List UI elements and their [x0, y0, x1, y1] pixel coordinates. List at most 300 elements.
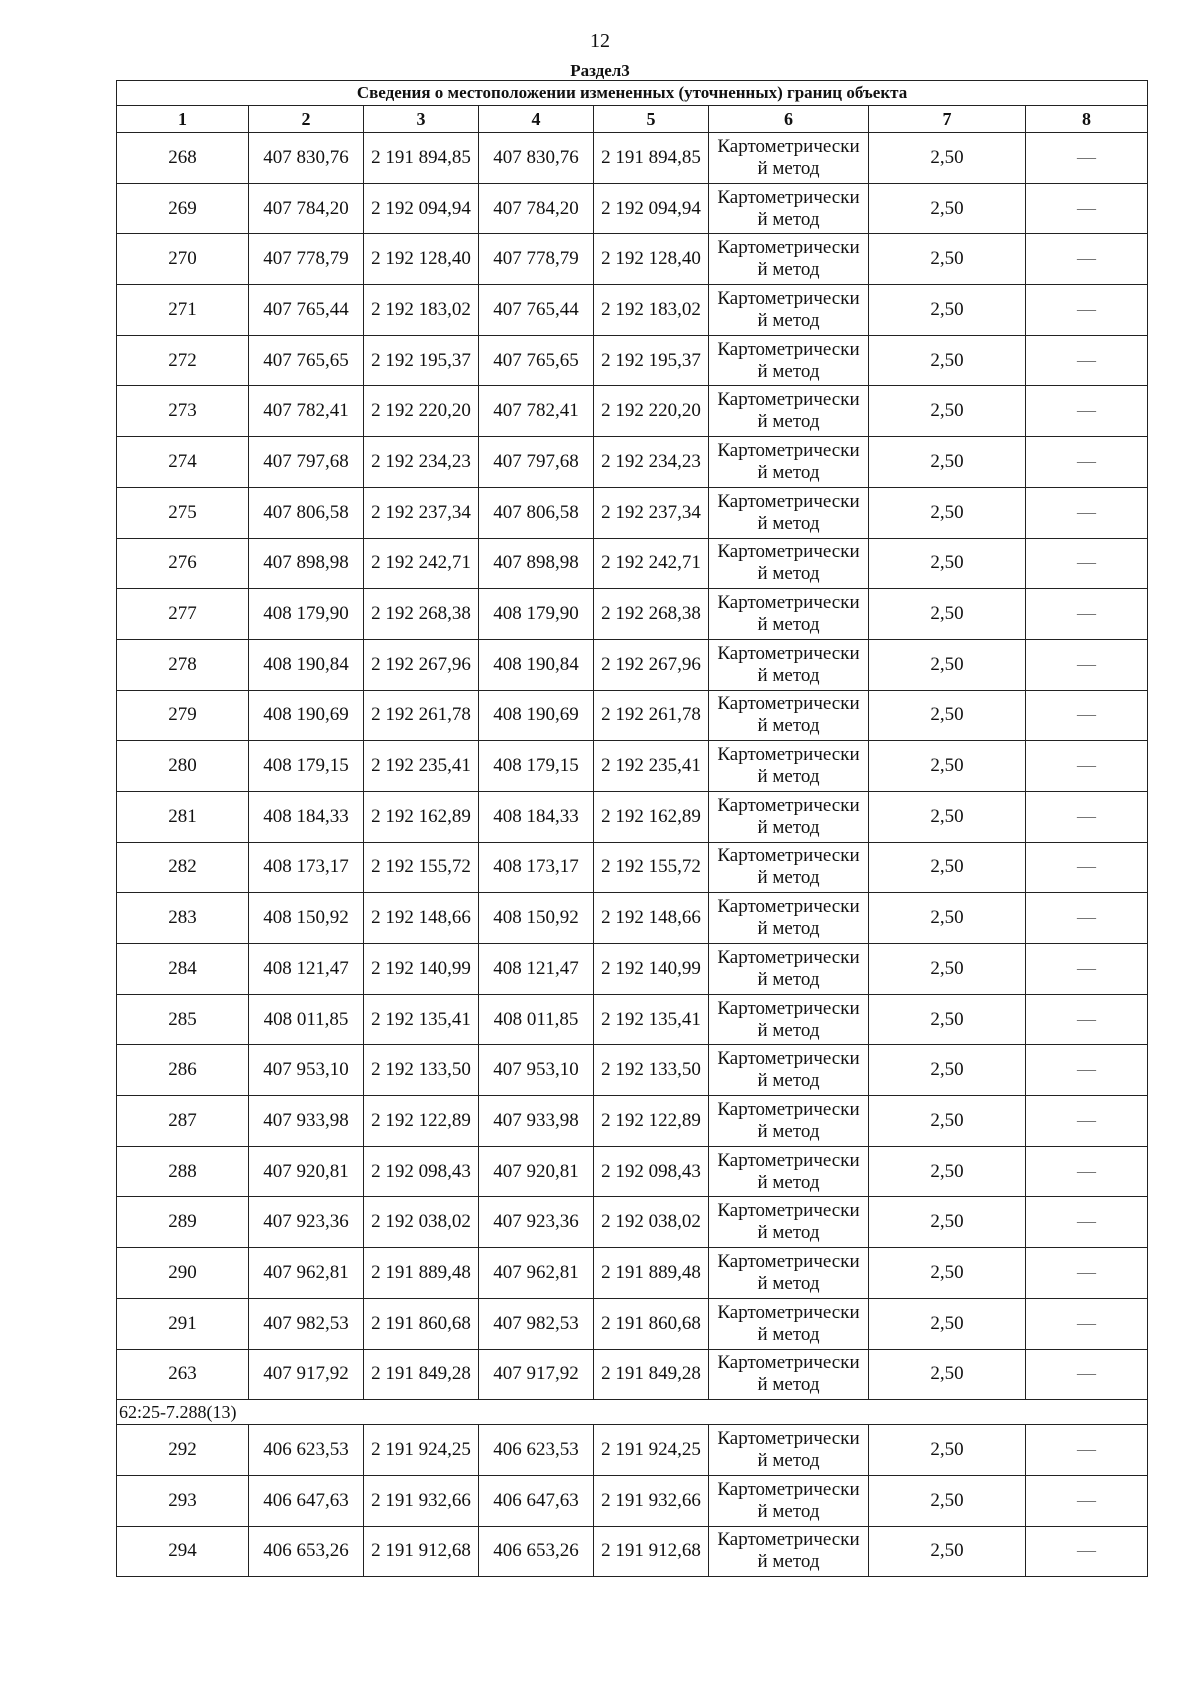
method-line: Картометрически — [717, 439, 860, 461]
table-row — [117, 1197, 1148, 1248]
x-refined-cell: 406 647,63 — [479, 1475, 594, 1526]
point-number-cell: 285 — [117, 994, 249, 1045]
y-existing-cell: 2 192 098,43 — [364, 1146, 479, 1197]
method-line: й метод — [757, 1500, 820, 1522]
x-refined-cell: 407 830,76 — [479, 133, 594, 184]
accuracy-cell: 2,50 — [869, 589, 1026, 640]
table-row — [117, 133, 1148, 184]
table-row — [117, 690, 1148, 741]
method-line: й метод — [757, 208, 820, 230]
x-existing-cell: 407 898,98 — [249, 538, 364, 589]
y-existing-cell: 2 192 094,94 — [364, 183, 479, 234]
accuracy-cell: 2,50 — [869, 1298, 1026, 1349]
column-number: 8 — [1026, 106, 1148, 133]
x-refined-cell: 408 173,17 — [479, 842, 594, 893]
accuracy-cell: 2,50 — [869, 1045, 1026, 1096]
point-number-cell: 279 — [117, 690, 249, 741]
y-refined-cell: 2 191 912,68 — [594, 1526, 709, 1577]
y-existing-cell: 2 192 183,02 — [364, 285, 479, 336]
x-existing-cell: 407 917,92 — [249, 1349, 364, 1400]
method-line: й метод — [757, 1450, 820, 1472]
x-existing-cell: 407 830,76 — [249, 133, 364, 184]
y-refined-cell: 2 192 234,23 — [594, 437, 709, 488]
accuracy-cell: 2,50 — [869, 1248, 1026, 1299]
table-row — [117, 944, 1148, 995]
accuracy-cell: 2,50 — [869, 944, 1026, 995]
method-line: Картометрически — [717, 1250, 860, 1272]
x-refined-cell: 407 765,65 — [479, 335, 594, 386]
method-line: Картометрически — [717, 744, 860, 766]
point-number-cell: 270 — [117, 234, 249, 285]
x-existing-cell: 407 962,81 — [249, 1248, 364, 1299]
y-existing-cell: 2 192 261,78 — [364, 690, 479, 741]
y-existing-cell: 2 192 235,41 — [364, 741, 479, 792]
method-cell — [709, 234, 869, 285]
description-cell: — — [1026, 386, 1148, 437]
accuracy-cell: 2,50 — [869, 487, 1026, 538]
y-refined-cell: 2 192 038,02 — [594, 1197, 709, 1248]
description-cell: — — [1026, 538, 1148, 589]
point-number-cell: 286 — [117, 1045, 249, 1096]
x-refined-cell: 408 179,15 — [479, 741, 594, 792]
y-existing-cell: 2 192 148,66 — [364, 893, 479, 944]
x-existing-cell: 408 190,84 — [249, 639, 364, 690]
method-line: й метод — [757, 664, 820, 686]
x-existing-cell: 407 797,68 — [249, 437, 364, 488]
method-line: й метод — [757, 1272, 820, 1294]
point-number-cell: 289 — [117, 1197, 249, 1248]
method-line: Картометрически — [717, 1149, 860, 1171]
x-existing-cell: 408 150,92 — [249, 893, 364, 944]
method-cell — [709, 1248, 869, 1299]
y-refined-cell: 2 192 268,38 — [594, 589, 709, 640]
x-refined-cell: 407 898,98 — [479, 538, 594, 589]
point-number-cell: 272 — [117, 335, 249, 386]
table-row — [117, 1526, 1148, 1577]
table-row — [117, 234, 1148, 285]
description-cell: — — [1026, 994, 1148, 1045]
method-cell — [709, 639, 869, 690]
x-refined-cell: 407 784,20 — [479, 183, 594, 234]
method-line: Картометрически — [717, 541, 860, 563]
method-cell — [709, 437, 869, 488]
description-cell: — — [1026, 335, 1148, 386]
y-existing-cell: 2 192 268,38 — [364, 589, 479, 640]
y-refined-cell: 2 192 128,40 — [594, 234, 709, 285]
y-existing-cell: 2 192 155,72 — [364, 842, 479, 893]
accuracy-cell: 2,50 — [869, 1197, 1026, 1248]
x-existing-cell: 408 121,47 — [249, 944, 364, 995]
method-line: й метод — [757, 1070, 820, 1092]
x-existing-cell: 408 179,15 — [249, 741, 364, 792]
description-cell: — — [1026, 1298, 1148, 1349]
description-cell: — — [1026, 1425, 1148, 1476]
description-cell: — — [1026, 1045, 1148, 1096]
point-number-cell: 276 — [117, 538, 249, 589]
y-existing-cell: 2 191 924,25 — [364, 1425, 479, 1476]
method-cell — [709, 791, 869, 842]
group-label: 62:25-7.288(13) — [117, 1400, 1148, 1425]
x-refined-cell: 408 179,90 — [479, 589, 594, 640]
description-cell: — — [1026, 589, 1148, 640]
accuracy-cell: 2,50 — [869, 1349, 1026, 1400]
x-existing-cell: 408 179,90 — [249, 589, 364, 640]
point-number-cell: 288 — [117, 1146, 249, 1197]
y-refined-cell: 2 191 924,25 — [594, 1425, 709, 1476]
method-line: Картометрически — [717, 997, 860, 1019]
method-line: Картометрически — [717, 1048, 860, 1070]
x-refined-cell: 407 917,92 — [479, 1349, 594, 1400]
y-existing-cell: 2 192 234,23 — [364, 437, 479, 488]
accuracy-cell: 2,50 — [869, 133, 1026, 184]
table-row — [117, 1096, 1148, 1147]
x-existing-cell: 407 953,10 — [249, 1045, 364, 1096]
method-line: й метод — [757, 1323, 820, 1345]
y-refined-cell: 2 191 849,28 — [594, 1349, 709, 1400]
accuracy-cell: 2,50 — [869, 893, 1026, 944]
point-number-cell: 269 — [117, 183, 249, 234]
x-refined-cell: 407 962,81 — [479, 1248, 594, 1299]
x-existing-cell: 407 923,36 — [249, 1197, 364, 1248]
description-cell: — — [1026, 183, 1148, 234]
accuracy-cell: 2,50 — [869, 1425, 1026, 1476]
column-number: 6 — [709, 106, 869, 133]
description-cell: — — [1026, 639, 1148, 690]
x-refined-cell: 407 920,81 — [479, 1146, 594, 1197]
x-existing-cell: 407 765,65 — [249, 335, 364, 386]
description-cell: — — [1026, 842, 1148, 893]
method-line: й метод — [757, 1120, 820, 1142]
y-refined-cell: 2 192 122,89 — [594, 1096, 709, 1147]
method-line: й метод — [757, 715, 820, 737]
column-number: 4 — [479, 106, 594, 133]
page-number: 12 — [590, 30, 610, 52]
method-cell — [709, 944, 869, 995]
description-cell: — — [1026, 437, 1148, 488]
method-cell — [709, 1425, 869, 1476]
method-cell — [709, 1197, 869, 1248]
point-number-cell: 281 — [117, 791, 249, 842]
x-refined-cell: 407 953,10 — [479, 1045, 594, 1096]
point-number-cell: 271 — [117, 285, 249, 336]
point-number-cell: 284 — [117, 944, 249, 995]
column-number: 2 — [249, 106, 364, 133]
accuracy-cell: 2,50 — [869, 994, 1026, 1045]
accuracy-cell: 2,50 — [869, 639, 1026, 690]
x-refined-cell: 407 806,58 — [479, 487, 594, 538]
x-existing-cell: 406 623,53 — [249, 1425, 364, 1476]
description-cell: — — [1026, 791, 1148, 842]
description-cell: — — [1026, 234, 1148, 285]
x-refined-cell: 408 190,84 — [479, 639, 594, 690]
y-refined-cell: 2 192 098,43 — [594, 1146, 709, 1197]
description-cell: — — [1026, 944, 1148, 995]
section-title: Раздел3 — [570, 61, 630, 80]
accuracy-cell: 2,50 — [869, 791, 1026, 842]
table-row — [117, 285, 1148, 336]
method-cell — [709, 538, 869, 589]
table-row — [117, 1146, 1148, 1197]
x-existing-cell: 408 011,85 — [249, 994, 364, 1045]
accuracy-cell: 2,50 — [869, 1526, 1026, 1577]
method-cell — [709, 133, 869, 184]
table-row — [117, 386, 1148, 437]
point-number-cell: 280 — [117, 741, 249, 792]
y-existing-cell: 2 192 267,96 — [364, 639, 479, 690]
table-row — [117, 842, 1148, 893]
x-existing-cell: 406 647,63 — [249, 1475, 364, 1526]
table-row — [117, 1248, 1148, 1299]
x-existing-cell: 407 765,44 — [249, 285, 364, 336]
method-line: й метод — [757, 918, 820, 940]
method-cell — [709, 1096, 869, 1147]
x-existing-cell: 407 778,79 — [249, 234, 364, 285]
method-line: Картометрически — [717, 490, 860, 512]
method-line: Картометрически — [717, 338, 860, 360]
y-existing-cell: 2 192 237,34 — [364, 487, 479, 538]
y-existing-cell: 2 192 195,37 — [364, 335, 479, 386]
table-row — [117, 791, 1148, 842]
x-refined-cell: 408 150,92 — [479, 893, 594, 944]
method-line: Картометрически — [717, 1200, 860, 1222]
x-refined-cell: 407 782,41 — [479, 386, 594, 437]
y-existing-cell: 2 191 894,85 — [364, 133, 479, 184]
method-line: й метод — [757, 968, 820, 990]
y-refined-cell: 2 192 148,66 — [594, 893, 709, 944]
coordinates-table — [116, 80, 1148, 1577]
table-body — [117, 133, 1148, 1577]
method-cell — [709, 386, 869, 437]
point-number-cell: 277 — [117, 589, 249, 640]
x-refined-cell: 407 778,79 — [479, 234, 594, 285]
x-refined-cell: 407 797,68 — [479, 437, 594, 488]
table-row — [117, 1298, 1148, 1349]
accuracy-cell: 2,50 — [869, 285, 1026, 336]
x-refined-cell: 408 011,85 — [479, 994, 594, 1045]
method-cell — [709, 893, 869, 944]
y-refined-cell: 2 192 140,99 — [594, 944, 709, 995]
description-cell: — — [1026, 690, 1148, 741]
x-refined-cell: 408 184,33 — [479, 791, 594, 842]
point-number-cell: 294 — [117, 1526, 249, 1577]
point-number-cell: 292 — [117, 1425, 249, 1476]
accuracy-cell: 2,50 — [869, 842, 1026, 893]
method-line: й метод — [757, 563, 820, 585]
description-cell: — — [1026, 487, 1148, 538]
y-refined-cell: 2 191 894,85 — [594, 133, 709, 184]
accuracy-cell: 2,50 — [869, 234, 1026, 285]
y-refined-cell: 2 191 860,68 — [594, 1298, 709, 1349]
y-existing-cell: 2 192 242,71 — [364, 538, 479, 589]
accuracy-cell: 2,50 — [869, 741, 1026, 792]
accuracy-cell: 2,50 — [869, 335, 1026, 386]
method-cell — [709, 741, 869, 792]
x-existing-cell: 407 784,20 — [249, 183, 364, 234]
point-number-cell: 273 — [117, 386, 249, 437]
point-number-cell: 283 — [117, 893, 249, 944]
column-number-row — [117, 106, 1148, 133]
y-refined-cell: 2 192 220,20 — [594, 386, 709, 437]
x-refined-cell: 407 982,53 — [479, 1298, 594, 1349]
method-line: й метод — [757, 1019, 820, 1041]
table-row — [117, 437, 1148, 488]
method-line: й метод — [757, 867, 820, 889]
x-refined-cell: 406 623,53 — [479, 1425, 594, 1476]
method-line: Картометрически — [717, 389, 860, 411]
method-line: Картометрически — [717, 845, 860, 867]
x-existing-cell: 407 782,41 — [249, 386, 364, 437]
accuracy-cell: 2,50 — [869, 1146, 1026, 1197]
method-cell — [709, 285, 869, 336]
accuracy-cell: 2,50 — [869, 437, 1026, 488]
accuracy-cell: 2,50 — [869, 690, 1026, 741]
x-refined-cell: 407 933,98 — [479, 1096, 594, 1147]
x-refined-cell: 408 190,69 — [479, 690, 594, 741]
method-line: й метод — [757, 1374, 820, 1396]
x-refined-cell: 407 923,36 — [479, 1197, 594, 1248]
y-refined-cell: 2 192 237,34 — [594, 487, 709, 538]
group-row — [117, 1400, 1148, 1425]
accuracy-cell: 2,50 — [869, 1475, 1026, 1526]
method-line: Картометрически — [717, 1428, 860, 1450]
method-line: й метод — [757, 766, 820, 788]
accuracy-cell: 2,50 — [869, 538, 1026, 589]
y-refined-cell: 2 192 162,89 — [594, 791, 709, 842]
y-refined-cell: 2 192 235,41 — [594, 741, 709, 792]
table-row — [117, 1349, 1148, 1400]
table-row — [117, 183, 1148, 234]
method-line: й метод — [757, 1222, 820, 1244]
x-refined-cell: 408 121,47 — [479, 944, 594, 995]
description-cell: — — [1026, 1096, 1148, 1147]
point-number-cell: 263 — [117, 1349, 249, 1400]
method-line: Картометрически — [717, 1529, 860, 1551]
x-refined-cell: 407 765,44 — [479, 285, 594, 336]
x-existing-cell: 407 982,53 — [249, 1298, 364, 1349]
method-cell — [709, 1298, 869, 1349]
y-existing-cell: 2 192 133,50 — [364, 1045, 479, 1096]
accuracy-cell: 2,50 — [869, 183, 1026, 234]
method-line: Картометрически — [717, 946, 860, 968]
table-row — [117, 994, 1148, 1045]
y-existing-cell: 2 192 162,89 — [364, 791, 479, 842]
description-cell: — — [1026, 133, 1148, 184]
y-refined-cell: 2 192 133,50 — [594, 1045, 709, 1096]
point-number-cell: 268 — [117, 133, 249, 184]
point-number-cell: 291 — [117, 1298, 249, 1349]
description-cell: — — [1026, 1349, 1148, 1400]
x-existing-cell: 407 933,98 — [249, 1096, 364, 1147]
description-cell: — — [1026, 741, 1148, 792]
method-line: Картометрически — [717, 1478, 860, 1500]
table-row — [117, 893, 1148, 944]
method-cell — [709, 842, 869, 893]
x-existing-cell: 408 190,69 — [249, 690, 364, 741]
point-number-cell: 287 — [117, 1096, 249, 1147]
method-line: й метод — [757, 1171, 820, 1193]
method-line: Картометрически — [717, 135, 860, 157]
description-cell: — — [1026, 893, 1148, 944]
point-number-cell: 282 — [117, 842, 249, 893]
table-row — [117, 1045, 1148, 1096]
method-line: Картометрически — [717, 693, 860, 715]
method-line: Картометрически — [717, 592, 860, 614]
method-line: й метод — [757, 816, 820, 838]
point-number-cell: 290 — [117, 1248, 249, 1299]
method-cell — [709, 183, 869, 234]
x-existing-cell: 408 173,17 — [249, 842, 364, 893]
y-refined-cell: 2 192 195,37 — [594, 335, 709, 386]
method-cell — [709, 1146, 869, 1197]
table-row — [117, 1475, 1148, 1526]
x-existing-cell: 408 184,33 — [249, 791, 364, 842]
column-number: 7 — [869, 106, 1026, 133]
method-cell — [709, 589, 869, 640]
table-row — [117, 741, 1148, 792]
table-row — [117, 589, 1148, 640]
method-cell — [709, 335, 869, 386]
y-refined-cell: 2 192 155,72 — [594, 842, 709, 893]
method-line: й метод — [757, 157, 820, 179]
y-refined-cell: 2 191 889,48 — [594, 1248, 709, 1299]
method-cell — [709, 1475, 869, 1526]
method-line: й метод — [757, 411, 820, 433]
y-refined-cell: 2 192 135,41 — [594, 994, 709, 1045]
y-existing-cell: 2 191 912,68 — [364, 1526, 479, 1577]
accuracy-cell: 2,50 — [869, 1096, 1026, 1147]
method-line: Картометрически — [717, 237, 860, 259]
method-line: Картометрически — [717, 896, 860, 918]
description-cell: — — [1026, 285, 1148, 336]
y-refined-cell: 2 192 094,94 — [594, 183, 709, 234]
y-existing-cell: 2 191 932,66 — [364, 1475, 479, 1526]
method-cell — [709, 1045, 869, 1096]
method-cell — [709, 1526, 869, 1577]
description-cell: — — [1026, 1197, 1148, 1248]
y-existing-cell: 2 192 140,99 — [364, 944, 479, 995]
method-cell — [709, 487, 869, 538]
x-existing-cell: 407 806,58 — [249, 487, 364, 538]
method-line: й метод — [757, 512, 820, 534]
y-existing-cell: 2 192 122,89 — [364, 1096, 479, 1147]
method-line: Картометрически — [717, 186, 860, 208]
y-existing-cell: 2 192 128,40 — [364, 234, 479, 285]
y-existing-cell: 2 192 135,41 — [364, 994, 479, 1045]
method-line: й метод — [757, 461, 820, 483]
table-row — [117, 538, 1148, 589]
method-line: Картометрически — [717, 1098, 860, 1120]
y-existing-cell: 2 191 889,48 — [364, 1248, 479, 1299]
table-row — [117, 639, 1148, 690]
method-line: й метод — [757, 1551, 820, 1573]
method-cell — [709, 994, 869, 1045]
point-number-cell: 275 — [117, 487, 249, 538]
method-line: Картометрически — [717, 794, 860, 816]
description-cell: — — [1026, 1526, 1148, 1577]
table-caption: Сведения о местоположении измененных (уточненных) границ объекта — [117, 81, 1148, 106]
y-refined-cell: 2 192 261,78 — [594, 690, 709, 741]
y-refined-cell: 2 192 267,96 — [594, 639, 709, 690]
method-line: й метод — [757, 259, 820, 281]
x-refined-cell: 406 653,26 — [479, 1526, 594, 1577]
column-number: 3 — [364, 106, 479, 133]
y-existing-cell: 2 191 849,28 — [364, 1349, 479, 1400]
y-refined-cell: 2 192 242,71 — [594, 538, 709, 589]
description-cell: — — [1026, 1475, 1148, 1526]
point-number-cell: 293 — [117, 1475, 249, 1526]
description-cell: — — [1026, 1146, 1148, 1197]
column-number: 5 — [594, 106, 709, 133]
